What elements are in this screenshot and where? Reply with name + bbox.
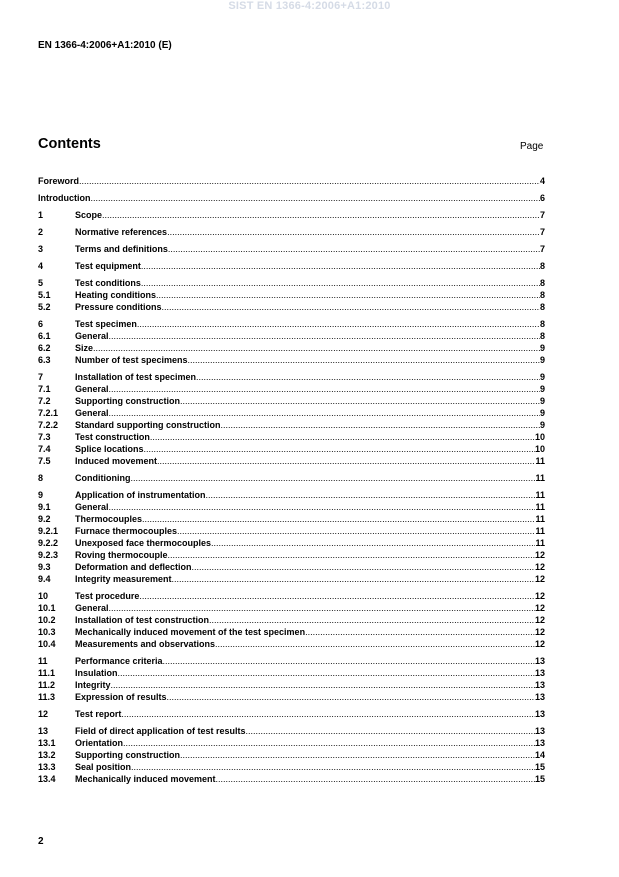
contents-heading: Contents [38, 136, 101, 152]
toc-entry-title: Expression of results [75, 692, 167, 702]
toc-entry-number: 7.3 [38, 432, 51, 442]
toc-dot-leader [109, 330, 540, 342]
toc-entry-number: 13.3 [38, 762, 56, 772]
toc-entry-title: Test procedure [75, 591, 140, 601]
toc-entry[interactable] [38, 243, 545, 255]
toc-dot-leader [168, 243, 540, 255]
toc-dot-leader [150, 431, 535, 443]
toc-entry-title: Scope [75, 210, 103, 220]
toc-entry[interactable] [38, 638, 545, 650]
toc-entry-page: 11 [535, 502, 545, 512]
toc-dot-leader [93, 342, 540, 354]
toc-entry-number: 6.1 [38, 331, 51, 341]
toc-entry-page: 9 [539, 372, 545, 382]
toc-entry-number: 9.2.2 [38, 538, 59, 548]
toc-entry-title: Normative references [75, 227, 168, 237]
toc-entry[interactable] [38, 725, 545, 737]
toc-entry-page: 12 [534, 603, 545, 613]
toc-entry-page: 10 [534, 444, 545, 454]
toc-entry-title: Size [75, 343, 94, 353]
toc-entry-number: 12 [38, 709, 49, 719]
toc-dot-leader [109, 602, 535, 614]
toc-entry[interactable] [38, 614, 545, 626]
toc-entry[interactable] [38, 773, 545, 785]
toc-entry[interactable] [38, 289, 545, 301]
toc-entry-number: 6.2 [38, 343, 51, 353]
toc-dot-leader [109, 501, 536, 513]
toc-entry[interactable] [38, 301, 545, 313]
toc-dot-leader [91, 192, 540, 204]
toc-entry-page: 13 [534, 680, 545, 690]
toc-entry[interactable] [38, 383, 545, 395]
toc-entry-number: 10.1 [38, 603, 56, 613]
toc-dot-leader [177, 525, 535, 537]
toc-dot-leader [109, 383, 540, 395]
toc-entry-page: 15 [534, 774, 545, 784]
toc-entry-title: Deformation and deflection [75, 562, 192, 572]
toc-entry-number: 5 [38, 278, 44, 288]
toc-dot-leader [121, 708, 535, 720]
toc-entry[interactable] [38, 209, 545, 221]
toc-dot-leader [137, 318, 540, 330]
toc-entry-number: 4 [38, 261, 44, 271]
table-of-contents [38, 175, 545, 785]
toc-entry-title: General [75, 603, 109, 613]
toc-entry-number: 2 [38, 227, 44, 237]
toc-dot-leader [157, 455, 535, 467]
toc-entry-number: 11.1 [38, 668, 56, 678]
toc-entry-number: 5.1 [38, 290, 51, 300]
toc-entry-title: Number of test specimens [75, 355, 188, 365]
toc-dot-leader [192, 561, 535, 573]
toc-dot-leader [206, 489, 536, 501]
page-number: 2 [38, 836, 44, 847]
toc-entry-page: 13 [534, 692, 545, 702]
toc-entry-number: 11.2 [38, 680, 56, 690]
toc-entry-page: 9 [539, 408, 545, 418]
toc-dot-leader [180, 749, 535, 761]
toc-entry[interactable] [38, 513, 545, 525]
toc-entry[interactable] [38, 330, 545, 342]
toc-entry-page: 11 [535, 538, 545, 548]
toc-dot-leader [196, 371, 540, 383]
toc-entry-page: 6 [539, 193, 545, 203]
toc-dot-leader [216, 773, 535, 785]
toc-entry-number: 7.4 [38, 444, 51, 454]
toc-entry[interactable] [38, 602, 545, 614]
toc-entry-title: Test specimen [75, 319, 137, 329]
toc-entry[interactable] [38, 561, 545, 573]
toc-entry-number: 7 [38, 372, 44, 382]
toc-entry[interactable] [38, 395, 545, 407]
toc-entry-title: Test conditions [75, 278, 141, 288]
toc-entry-page: 12 [534, 591, 545, 601]
toc-entry-number: 7.2.1 [38, 408, 59, 418]
toc-entry-number: 9.2.3 [38, 550, 59, 560]
toc-entry-number: 9.1 [38, 502, 51, 512]
toc-entry[interactable] [38, 708, 545, 720]
toc-entry[interactable] [38, 549, 545, 561]
toc-entry-title: Mechanically induced movement of the test specimen [75, 627, 306, 637]
toc-dot-leader [109, 407, 540, 419]
toc-dot-leader [118, 667, 535, 679]
toc-entry[interactable] [38, 691, 545, 703]
toc-entry-page: 12 [534, 550, 545, 560]
toc-dot-leader [139, 590, 535, 602]
toc-entry[interactable] [38, 489, 545, 501]
toc-entry[interactable] [38, 277, 545, 289]
toc-dot-leader [167, 226, 540, 238]
toc-entry-number: 13.2 [38, 750, 56, 760]
toc-entry-number: 7.2.2 [38, 420, 59, 430]
toc-entry-title: Field of direct application of test results [75, 726, 246, 736]
toc-entry-page: 7 [539, 227, 545, 237]
toc-entry-title: Pressure conditions [75, 302, 162, 312]
toc-entry-title: Seal position [75, 762, 132, 772]
toc-entry-page: 8 [539, 261, 545, 271]
toc-entry-title: Measurements and observations [75, 639, 216, 649]
toc-dot-leader [180, 395, 540, 407]
watermark-text: SIST EN 1366-4:2006+A1:2010 [228, 0, 391, 12]
toc-entry-page: 12 [534, 615, 545, 625]
toc-entry-page: 13 [534, 656, 545, 666]
toc-entry-number: 7.1 [38, 384, 51, 394]
toc-entry[interactable] [38, 455, 545, 467]
toc-entry-page: 9 [539, 384, 545, 394]
toc-entry-page: 12 [534, 639, 545, 649]
toc-entry[interactable] [38, 501, 545, 513]
toc-entry-title: Performance criteria [75, 656, 163, 666]
toc-entry-title: Thermocouples [75, 514, 143, 524]
toc-entry-page: 12 [534, 562, 545, 572]
toc-entry-number: 9 [38, 490, 44, 500]
toc-dot-leader [246, 725, 535, 737]
toc-entry[interactable] [38, 626, 545, 638]
toc-entry-number: 13.1 [38, 738, 56, 748]
toc-dot-leader [167, 691, 535, 703]
toc-entry-title: Installation of test construction [75, 615, 210, 625]
toc-entry-number: 10.4 [38, 639, 56, 649]
toc-dot-leader [111, 679, 535, 691]
toc-entry-title: Insulation [75, 668, 118, 678]
toc-entry-page: 11 [535, 473, 545, 483]
toc-entry-number: 11.3 [38, 692, 56, 702]
toc-entry-number: 13.4 [38, 774, 56, 784]
toc-entry-title: Supporting construction [75, 396, 180, 406]
toc-entry[interactable] [38, 371, 545, 383]
toc-entry[interactable] [38, 525, 545, 537]
toc-entry-number: 10 [38, 591, 49, 601]
toc-entry-page: 9 [539, 355, 545, 365]
toc-entry-page: 7 [539, 210, 545, 220]
toc-dot-leader [305, 626, 535, 638]
toc-entry[interactable] [38, 667, 545, 679]
toc-entry-number: 3 [38, 244, 44, 254]
toc-dot-leader [209, 614, 535, 626]
toc-dot-leader [172, 573, 535, 585]
toc-entry-number: 13 [38, 726, 49, 736]
toc-entry[interactable] [38, 192, 545, 204]
toc-entry-number: 8 [38, 473, 44, 483]
toc-entry-page: 13 [534, 738, 545, 748]
toc-entry-page: 9 [539, 420, 545, 430]
page-column-label: Page [520, 141, 544, 152]
toc-entry-title: Test report [75, 709, 122, 719]
toc-entry-title: Application of instrumentation [75, 490, 206, 500]
toc-entry-page: 12 [534, 574, 545, 584]
toc-entry-title: Conditioning [75, 473, 131, 483]
toc-entry-number: 1 [38, 210, 44, 220]
toc-entry-page: 8 [539, 302, 545, 312]
toc-entry-number: 9.4 [38, 574, 51, 584]
toc-entry-number: 10.3 [38, 627, 56, 637]
toc-entry-page: 14 [534, 750, 545, 760]
toc-entry[interactable] [38, 226, 545, 238]
toc-dot-leader [221, 419, 540, 431]
toc-entry-number: 9.2.1 [38, 526, 59, 536]
toc-dot-leader [79, 175, 540, 187]
toc-entry-page: 12 [534, 627, 545, 637]
toc-entry[interactable] [38, 655, 545, 667]
toc-entry-title: Introduction [38, 193, 91, 203]
toc-entry-title: Integrity [75, 680, 111, 690]
toc-entry-number: 5.2 [38, 302, 51, 312]
toc-entry-number: 10.2 [38, 615, 56, 625]
toc-entry-page: 11 [535, 456, 545, 466]
toc-entry-title: Test construction [75, 432, 150, 442]
toc-entry[interactable] [38, 431, 545, 443]
toc-entry-title: Heating conditions [75, 290, 156, 300]
toc-entry-title: General [75, 331, 109, 341]
toc-entry[interactable] [38, 260, 545, 272]
toc-entry[interactable] [38, 761, 545, 773]
toc-entry-title: General [75, 408, 109, 418]
toc-entry[interactable] [38, 443, 545, 455]
toc-entry-title: Installation of test specimen [75, 372, 197, 382]
toc-dot-leader [163, 655, 535, 667]
toc-entry-page: 8 [539, 319, 545, 329]
toc-dot-leader [123, 737, 535, 749]
toc-entry-page: 10 [534, 432, 545, 442]
toc-entry[interactable] [38, 342, 545, 354]
toc-entry-title: Test equipment [75, 261, 141, 271]
toc-entry-page: 13 [534, 709, 545, 719]
toc-dot-leader [188, 354, 540, 366]
toc-entry-page: 11 [535, 514, 545, 524]
toc-entry-number: 7.5 [38, 456, 51, 466]
toc-dot-leader [215, 638, 535, 650]
toc-entry-title: Standard supporting construction [75, 420, 221, 430]
toc-entry-title: Induced movement [75, 456, 158, 466]
toc-dot-leader [162, 301, 540, 313]
toc-entry[interactable] [38, 749, 545, 761]
toc-entry-title: Integrity measurement [75, 574, 172, 584]
toc-entry-title: Unexposed face thermocouples [75, 538, 212, 548]
toc-entry-title: Supporting construction [75, 750, 180, 760]
toc-entry-page: 8 [539, 331, 545, 341]
toc-entry-page: 9 [539, 396, 545, 406]
toc-entry-page: 9 [539, 343, 545, 353]
toc-entry-number: 6.3 [38, 355, 51, 365]
toc-entry[interactable] [38, 472, 545, 484]
toc-dot-leader [142, 513, 535, 525]
toc-entry-title: Foreword [38, 176, 80, 186]
toc-entry-title: Orientation [75, 738, 124, 748]
toc-entry-title: General [75, 384, 109, 394]
toc-dot-leader [141, 260, 540, 272]
toc-entry-number: 11 [38, 656, 48, 666]
toc-entry-number: 9.2 [38, 514, 51, 524]
toc-entry-page: 8 [539, 290, 545, 300]
toc-entry[interactable] [38, 737, 545, 749]
toc-entry-page: 4 [539, 176, 545, 186]
toc-entry[interactable] [38, 573, 545, 585]
toc-entry[interactable] [38, 318, 545, 330]
toc-entry-title: Mechanically induced movement [75, 774, 216, 784]
toc-entry[interactable] [38, 590, 545, 602]
toc-entry[interactable] [38, 354, 545, 366]
toc-entry-title: General [75, 502, 109, 512]
toc-entry-title: Roving thermocouple [75, 550, 168, 560]
toc-entry[interactable] [38, 419, 545, 431]
toc-dot-leader [131, 761, 535, 773]
toc-entry-page: 13 [534, 668, 545, 678]
toc-entry-page: 11 [535, 490, 545, 500]
toc-entry-title: Splice locations [75, 444, 144, 454]
toc-dot-leader [130, 472, 535, 484]
toc-entry[interactable] [38, 679, 545, 691]
toc-entry-page: 13 [534, 726, 545, 736]
toc-dot-leader [102, 209, 540, 221]
toc-dot-leader [156, 289, 540, 301]
toc-dot-leader [211, 537, 535, 549]
toc-entry[interactable] [38, 175, 545, 187]
document-id: EN 1366-4:2006+A1:2010 (E) [38, 40, 172, 51]
toc-dot-leader [144, 443, 535, 455]
toc-entry-page: 7 [539, 244, 545, 254]
toc-entry-title: Terms and definitions [75, 244, 168, 254]
toc-entry-page: 11 [535, 526, 545, 536]
toc-entry-title: Furnace thermocouples [75, 526, 178, 536]
toc-entry-number: 7.2 [38, 396, 51, 406]
toc-entry-number: 6 [38, 319, 44, 329]
toc-entry[interactable] [38, 537, 545, 549]
toc-dot-leader [141, 277, 540, 289]
toc-entry-page: 8 [539, 278, 545, 288]
toc-entry[interactable] [38, 407, 545, 419]
toc-entry-page: 15 [534, 762, 545, 772]
toc-entry-number: 9.3 [38, 562, 51, 572]
toc-dot-leader [168, 549, 535, 561]
